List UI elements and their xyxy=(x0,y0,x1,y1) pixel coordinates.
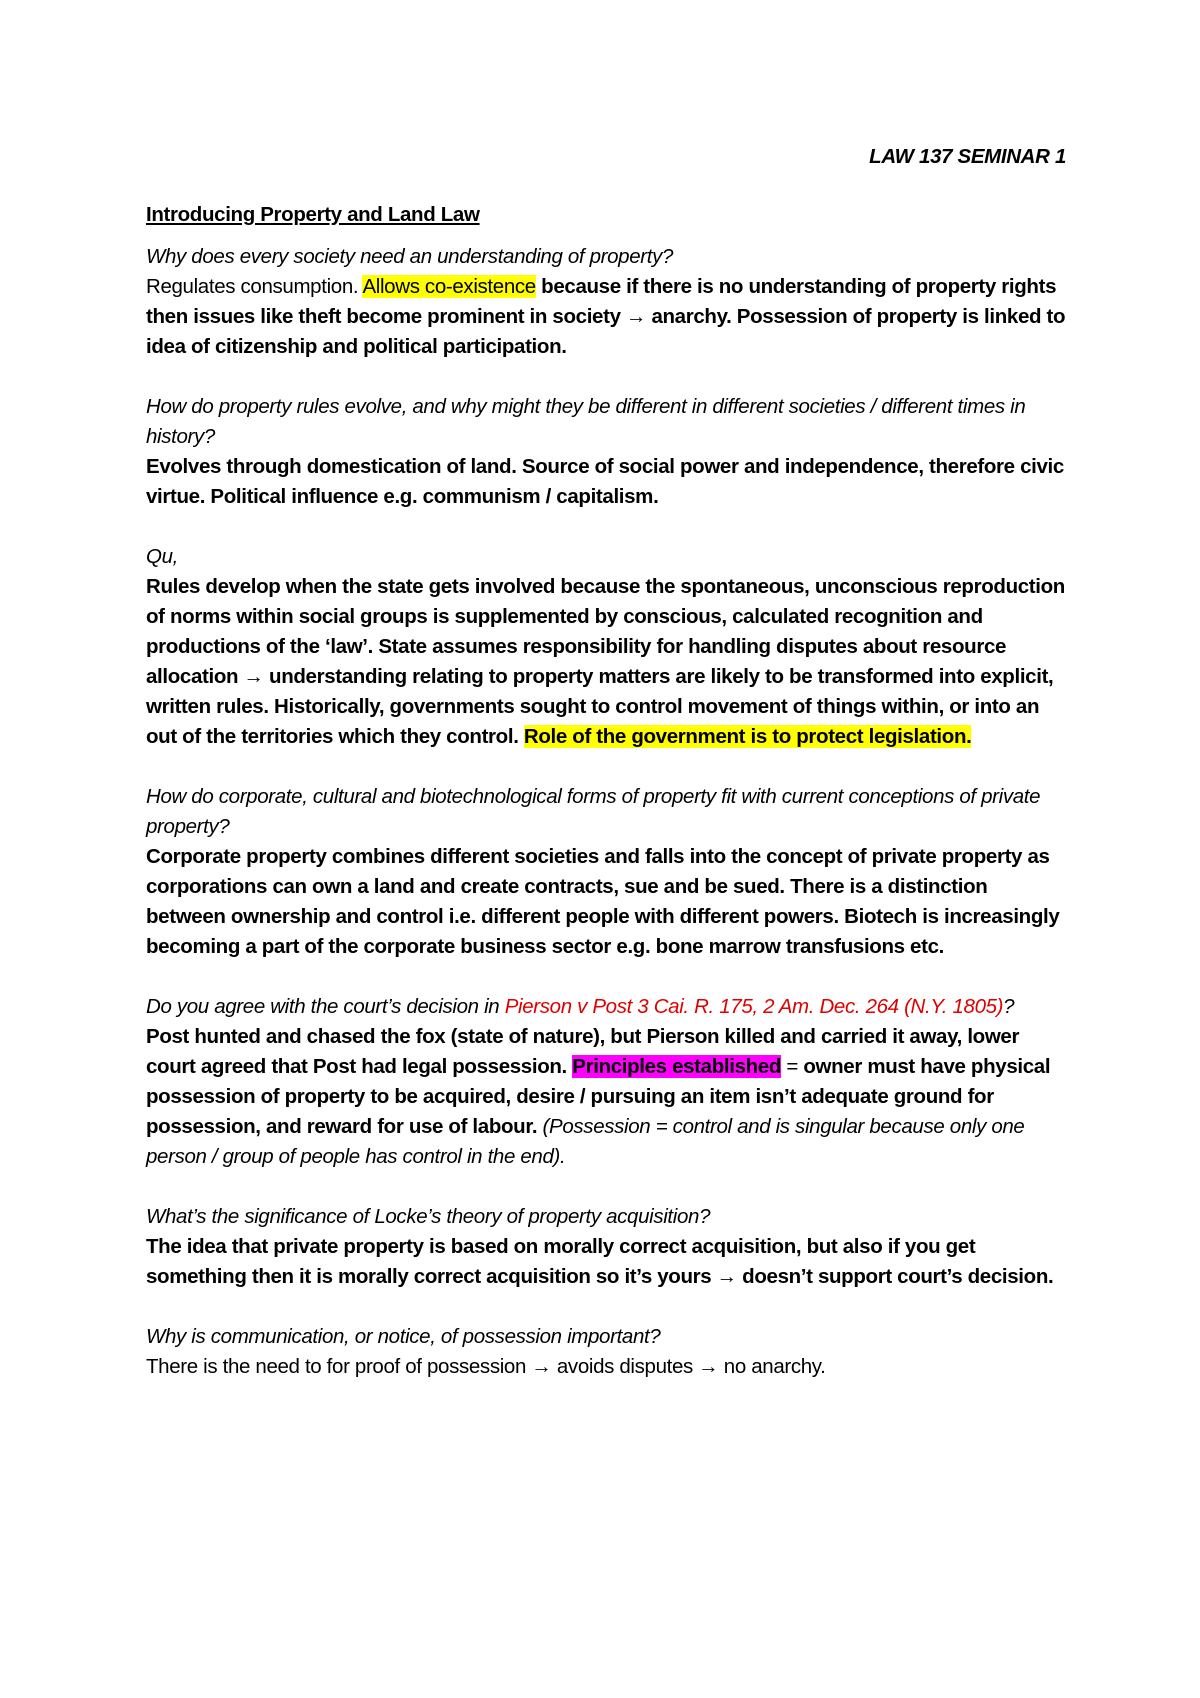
section-notice-of-possession xyxy=(146,1322,1066,1382)
answer-text xyxy=(146,572,1066,752)
answer-lead: Regulates consumption. xyxy=(146,275,363,298)
document-title: Introducing Property and Land Law xyxy=(146,203,480,226)
answer-note: (Possession = control and is singular because only one person / group of people has control in the end). xyxy=(146,1115,1025,1168)
question-text: Why is communication, or notice, of possession important? xyxy=(146,1325,661,1348)
answer-rest: owner must have physical possession of property to be acquired, desire / pursuing an item isn’t adequate ground for possession, and reward for use of labour. xyxy=(146,1055,1051,1138)
answer-text xyxy=(146,272,1066,362)
question-lead: Do you agree with the court’s decision in xyxy=(146,995,505,1018)
question-text xyxy=(146,992,1066,1022)
highlight-yellow: Allows co-existence xyxy=(362,275,536,298)
answer-text: The idea that private property is based on morally correct acquisition, but also if you get something then it is morally correct acquisition so it’s yours → doesn’t support court’s decision. xyxy=(146,1235,1054,1288)
section-rules-develop xyxy=(146,542,1066,752)
answer-lead: Post hunted and chased the fox (state of nature), but Pierson killed and carried it away, lower court agreed that Post had legal possession. xyxy=(146,1025,1020,1078)
question-text: How do corporate, cultural and biotechnological forms of property fit with current conceptions of private property? xyxy=(146,785,1041,838)
highlight-magenta: Principles established xyxy=(572,1055,782,1078)
answer-text xyxy=(146,1022,1066,1172)
answer-text: Evolves through domestication of land. Source of social power and independence, therefore civic virtue. Political influence e.g. communism / capitalism. xyxy=(146,455,1064,508)
section-pierson-v-post xyxy=(146,992,1066,1172)
answer-body: Rules develop when the state gets involved because the spontaneous, unconscious reproduction of norms within social groups is supplemented by conscious, calculated recognition and productions of the ‘law’. State assumes responsibility for handling disputes about resource allocation → understanding relating to property matters are likely to be transformed into explicit, written rules. Historically, governments sought to control movement of things within, or into an out of the territories which they control. xyxy=(146,575,1065,748)
section-corporate-property xyxy=(146,782,1066,962)
question-text: Why does every society need an understanding of property? xyxy=(146,245,674,268)
document-body xyxy=(146,142,1066,1412)
question-text: How do property rules evolve, and why might they be different in different societies / different times in history? xyxy=(146,395,1026,448)
highlight-yellow: Role of the government is to protect legislation. xyxy=(523,725,972,748)
question-text: Qu, xyxy=(146,545,178,568)
answer-rest: because if there is no understanding of property rights then issues like theft become prominent in society → anarchy. Possession of property is linked to idea of citizenship and political participation. xyxy=(146,275,1066,358)
question-text: What’s the significance of Locke’s theory of property acquisition? xyxy=(146,1205,711,1228)
question-end: ? xyxy=(1003,995,1015,1018)
section-property-rules-evolve xyxy=(146,392,1066,512)
section-society-understanding xyxy=(146,242,1066,362)
document-header: LAW 137 SEMINAR 1 xyxy=(869,145,1066,168)
equals-sign: = xyxy=(781,1055,804,1078)
answer-text: Corporate property combines different societies and falls into the concept of private property as corporations can own a land and create contracts, sue and be sued. There is a distinction between ownership and control i.e. different people with different powers. Biotech is increasingly becoming a part of the corporate business sector e.g. bone marrow transfusions etc. xyxy=(146,845,1060,958)
section-locke-theory xyxy=(146,1202,1066,1292)
case-citation: Pierson v Post 3 Cai. R. 175, 2 Am. Dec. 264 (N.Y. 1805) xyxy=(504,995,1004,1018)
answer-text: There is the need to for proof of possession → avoids disputes → no anarchy. xyxy=(146,1355,826,1378)
